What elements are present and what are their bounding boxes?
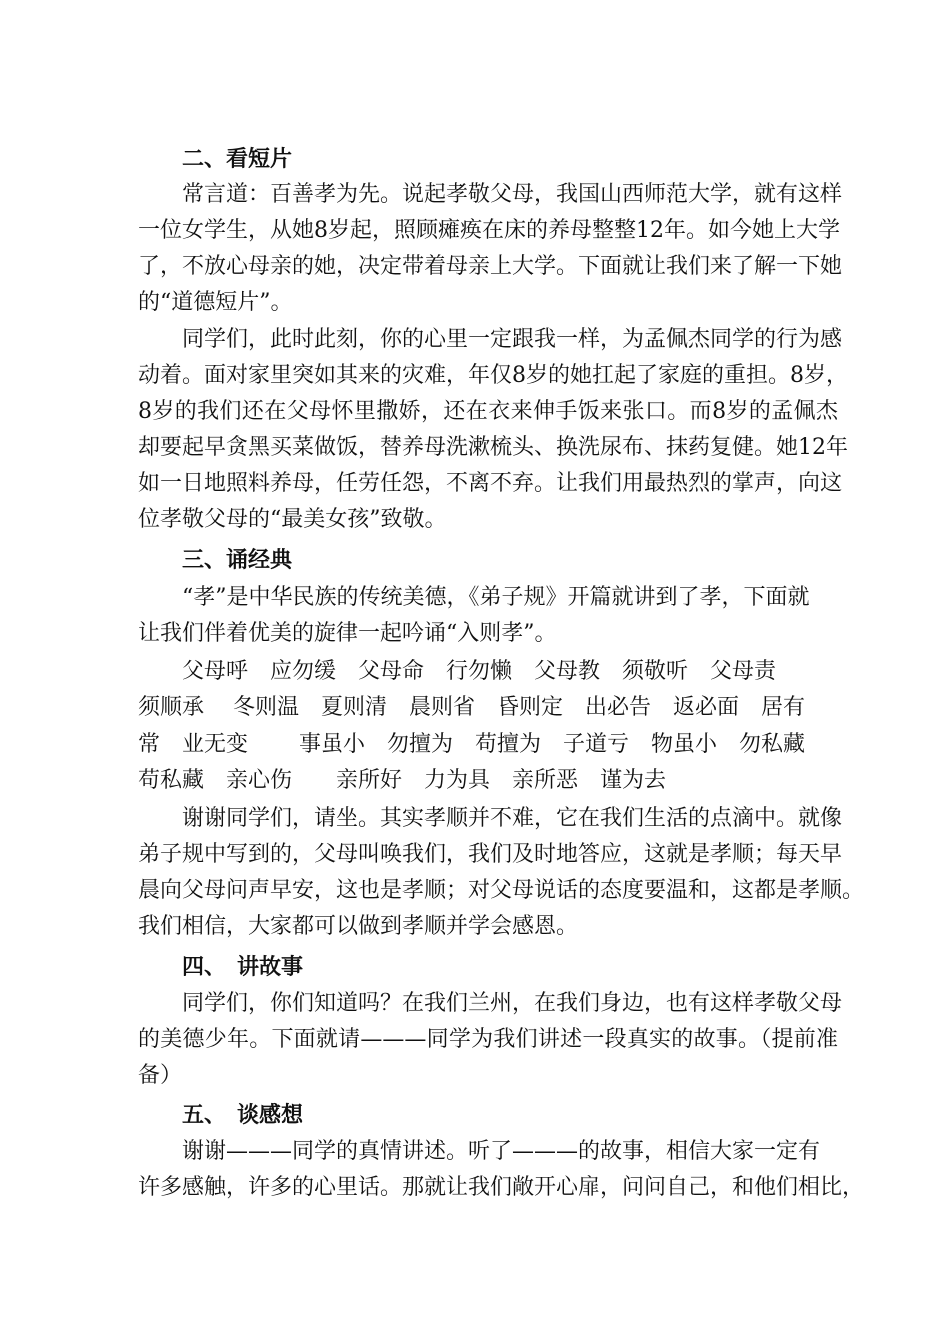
paragraph-line: 8岁的我们还在父母怀里撒娇，还在衣来伸手饭来张口。而8岁的孟佩杰 [138, 399, 838, 424]
paragraph-line: 的“道德短片”。 [138, 290, 293, 315]
paragraph-line: 的美德少年。下面就请———同学为我们讲述一段真实的故事。（提前准 [138, 1027, 838, 1052]
verse-line: 父母呼 应勿缓 父母命 行勿懒 父母教 须敬听 父母责 [182, 659, 777, 684]
paragraph-line: 让我们伴着优美的旋律一起吟诵“入则孝”。 [138, 621, 557, 646]
paragraph-line: 谢谢同学们，请坐。其实孝顺并不难，它在我们生活的点滴中。就像 [182, 806, 843, 831]
paragraph-line: “孝”是中华民族的传统美德，《弟子规》开篇就讲到了孝，下面就 [182, 585, 810, 610]
paragraph-line: 如一日地照料养母，任劳任怨，不离不弃。让我们用最热烈的掌声，向这 [138, 471, 843, 496]
paragraph-line: 动着。面对家里突如其来的灾难，年仅8岁的她扛起了家庭的重担。8岁， [138, 363, 848, 388]
paragraph-line: 常言道：百善孝为先。说起孝敬父母，我国山西师范大学，就有这样 [182, 182, 843, 207]
paragraph-line: 晨向父母问声早安，这也是孝顺；对父母说话的态度要温和，这都是孝顺。 [138, 878, 865, 903]
paragraph-line: 谢谢———同学的真情讲述。听了———的故事，相信大家一定有 [182, 1139, 821, 1164]
paragraph-line: 备） [138, 1063, 183, 1088]
section-heading: 四、 讲故事 [182, 954, 304, 980]
paragraph-line: 位孝敬父母的“最美女孩”致敬。 [138, 507, 447, 532]
paragraph-line: 同学们，你们知道吗？在我们兰州，在我们身边，也有这样孝敬父母 [182, 991, 843, 1016]
verse-line: 苟私藏 亲心伤 亲所好 力为具 亲所恶 谨为去 [138, 768, 667, 793]
paragraph-line: 弟子规中写到的，父母叫唤我们，我们及时地答应，这就是孝顺；每天早 [138, 842, 843, 867]
paragraph-line: 却要起早贪黑买菜做饭，替养母洗漱梳头、换洗尿布、抹药复健。她12年 [138, 435, 848, 460]
paragraph-line: 同学们，此时此刻，你的心里一定跟我一样，为孟佩杰同学的行为感 [182, 327, 843, 352]
verse-line: 须顺承 冬则温 夏则清 晨则省 昏则定 出必告 返必面 居有 [138, 695, 805, 720]
paragraph-line: 我们相信，大家都可以做到孝顺并学会感恩。 [138, 914, 579, 939]
section-heading: 三、诵经典 [182, 547, 293, 573]
section-heading: 二、看短片 [182, 146, 293, 172]
section-heading: 五、 谈感想 [182, 1102, 304, 1128]
paragraph-line: 许多感触，许多的心里话。那就让我们敞开心扉，问问自己，和他们相比， [138, 1175, 865, 1200]
verse-line: 常 业无变 事虽小 勿擅为 苟擅为 子道亏 物虽小 勿私藏 [138, 732, 805, 757]
paragraph-line: 一位女学生，从她8岁起，照顾瘫痪在床的养母整整12年。如今她上大学 [138, 218, 840, 243]
paragraph-line: 了，不放心母亲的她，决定带着母亲上大学。下面就让我们来了解一下她 [138, 254, 843, 279]
